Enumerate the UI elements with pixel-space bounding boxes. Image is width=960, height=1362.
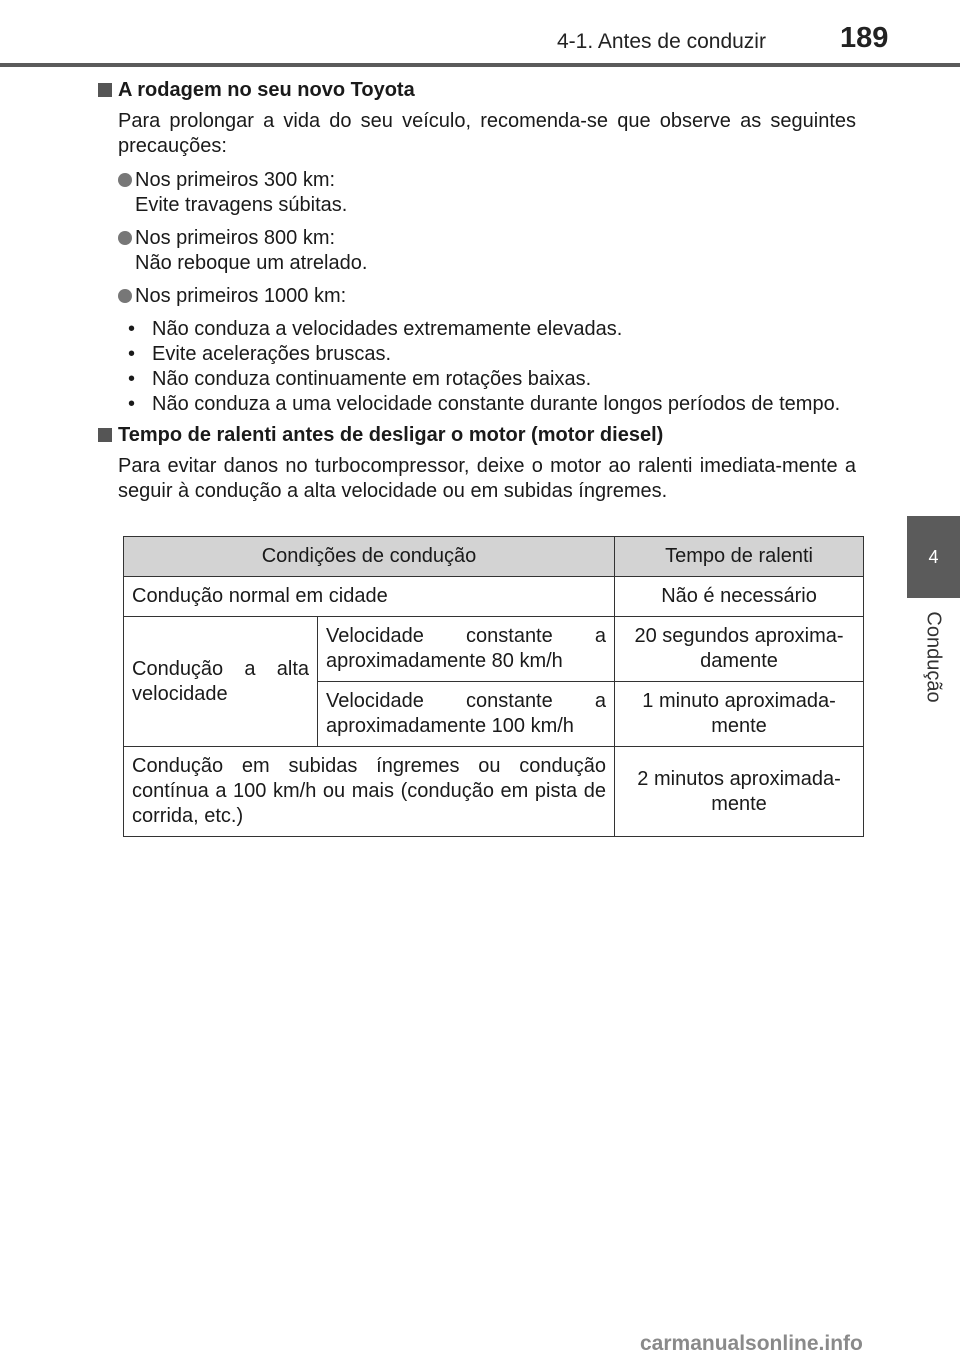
bullet-800km: Nos primeiros 800 km: Não reboque um atrelado. — [118, 226, 856, 276]
square-bullet-icon — [98, 428, 112, 442]
cell-time: Não é necessário — [615, 577, 864, 617]
bullet-1000km: Nos primeiros 1000 km: — [118, 284, 856, 309]
circle-bullet-icon — [118, 231, 132, 245]
section-heading-rodagem: A rodagem no seu novo Toyota — [98, 78, 856, 103]
chapter-tab[interactable]: 4 — [907, 516, 960, 598]
page-number: 189 — [840, 22, 889, 54]
watermark: carmanualsonline.info — [640, 1332, 863, 1355]
header-divider — [0, 63, 960, 67]
chapter-label: Condução — [922, 611, 945, 703]
header-conditions: Condições de condução — [124, 537, 615, 577]
bullet-300km: Nos primeiros 300 km: Evite travagens súbitas. — [118, 168, 856, 218]
circle-bullet-icon — [118, 173, 132, 187]
square-bullet-icon — [98, 83, 112, 97]
list-item: • Evite acelerações bruscas. — [128, 343, 392, 365]
rodagem-intro: Para prolongar a vida do seu veículo, recomenda-se que observe as seguintes precauções: — [118, 110, 856, 157]
circle-bullet-icon — [118, 289, 132, 303]
table-row — [124, 617, 864, 682]
cell-detail: Velocidade constante a aproximadamente 80 km/h — [318, 617, 615, 682]
list-item: • Não conduza continuamente em rotações baixas. — [128, 368, 592, 390]
table-row — [124, 747, 864, 837]
sub-list-1000km — [126, 317, 856, 417]
section-title: 4-1. Antes de conduzir — [557, 30, 766, 53]
list-item: • Não conduza a velocidades extremamente elevadas. — [128, 318, 623, 340]
section-heading-ralenti: Tempo de ralenti antes de desligar o motor (motor diesel) — [98, 423, 856, 448]
cell-condition: Condução normal em cidade — [124, 577, 615, 617]
cell-condition: Condução em subidas íngremes ou condução contínua a 100 km/h ou mais (condução em pista de corrida, etc.) — [124, 747, 615, 837]
idle-time-table — [123, 536, 864, 837]
ralenti-intro: Para evitar danos no turbocompressor, deixe o motor ao ralenti imediata-mente a seguir à condução a alta velocidade ou em subidas íngremes. — [118, 455, 856, 502]
cell-condition: Condução a alta velocidade — [124, 617, 318, 747]
cell-time: 20 segundos aproxima-damente — [615, 617, 864, 682]
page-content — [98, 78, 856, 513]
cell-detail: Velocidade constante a aproximadamente 100 km/h — [318, 682, 615, 747]
header-idle-time: Tempo de ralenti — [615, 537, 864, 577]
table-header-row — [124, 537, 864, 577]
cell-time: 2 minutos aproximada-mente — [615, 747, 864, 837]
table-row — [124, 577, 864, 617]
list-item: • Não conduza a uma velocidade constante durante longos períodos de tempo. — [128, 393, 841, 415]
cell-time: 1 minuto aproximada-mente — [615, 682, 864, 747]
